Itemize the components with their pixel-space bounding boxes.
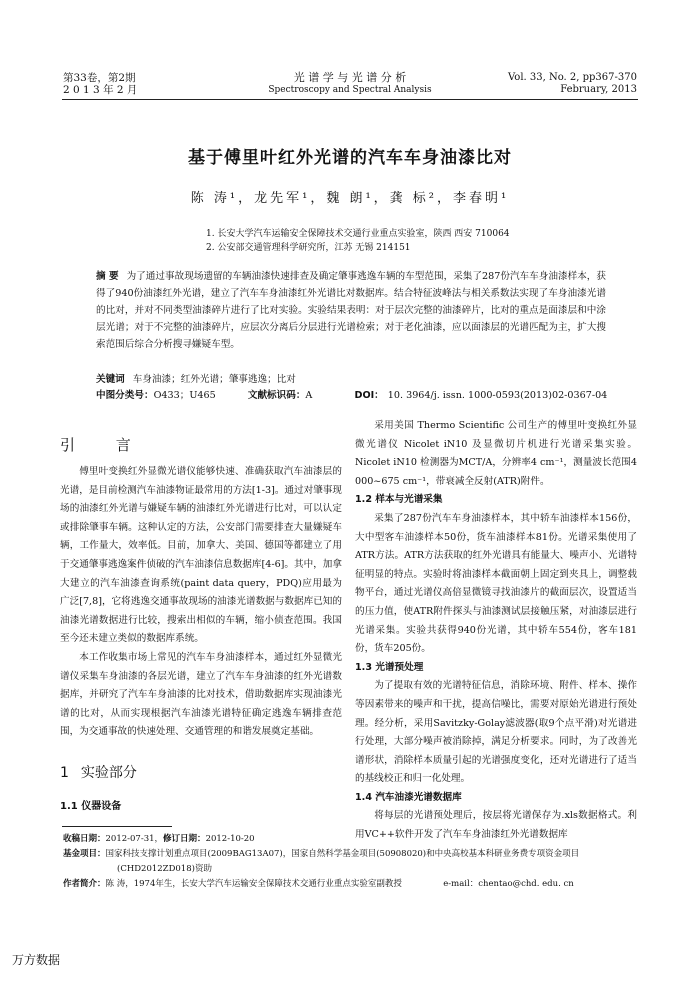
right-paragraph-3: 为了提取有效的光谱特征信息，消除环境、附件、样本、操作等因素带来的噪声和干扰，提高信噪比，需要对原始光谱进行预处理。经分析，采用Savitzky-Golay滤波器(取9个点平滑)对光谱进行处理，大部分噪声被消除掉，满足分析要求。同时，为了改善光谱形状，消除样本质量引起的光谱强度变化，还对光谱进行了适当的基线校正和归一化处理。: [355, 680, 637, 785]
watermark-text: 万方数据: [12, 953, 61, 967]
bio-label: 作者简介：: [63, 879, 106, 889]
header-date-en: February, 2013: [560, 84, 637, 95]
header-right: [508, 72, 637, 96]
footnotes: [63, 832, 643, 892]
footnote-bio: [63, 877, 643, 892]
subsection-1-4-heading: 1.4 汽车油漆光谱数据库: [355, 791, 462, 803]
intro-paragraph-2: 本工作收集市场上常见的汽车车身油漆样本，通过红外显微光谱仪采集车身油漆的各层光谱，建立了汽车车身油漆的红外光谱数据库，并研究了汽车车身油漆的比对技术，借助数据库实现油漆光谱的比对，从而实现根据汽车油漆光谱特征确定逃逸车辆排查范围，为交通事故的快速处理、交通管理的和谐发展奠定基础。: [60, 651, 342, 738]
doc-code-label: 文献标识码：: [247, 390, 306, 401]
journal-title-en: Spectroscopy and Spectral Analysis: [268, 85, 432, 95]
header-volume-cn: 第33卷，第2期: [63, 72, 136, 84]
author-list: 陈 涛¹，龙先军¹，魏 朗¹，龚 标²，李春明¹: [190, 191, 510, 206]
keywords-text: 车身油漆；红外光谱；肇事逃逸；比对: [132, 374, 296, 385]
fund-label: 基金项目：: [63, 849, 106, 859]
affiliations: [206, 227, 510, 255]
doi-value: 10. 3964/j. issn. 1000-0593(2013)02-0367-04: [387, 390, 608, 401]
intro-paragraph-1: 傅里叶变换红外显微光谱仪能够快速、准确获取汽车油漆层的光谱，是目前检测汽车油漆物证最常用的方法[1-3]。通过对肇事现场的油漆红外光谱与嫌疑车辆的油漆红外光谱进行比对，可以认定或排除肇事车辆。这种认定的方法，公安部门需要排查大量嫌疑车辆，工作量大，效率低。目前，加拿大、美国、德国等都建立了用于交通肇事逃逸案件侦破的汽车油漆信息数据库[4-6]。其中，加拿大建立的汽车油漆查询系统(paint data query，PDQ)应用最为广泛[7,8]，它将逃逸交通事故现场的油漆光谱数据与数据库已知的油漆光谱数据进行比较，搜索出相似的车辆，缩小侦查范围。我国至今还未建立类似的数据库系统。: [60, 466, 342, 645]
right-column: [355, 417, 637, 845]
footnote-dates: 收稿日期：2012-07-31，修订日期：2012-10-20: [63, 834, 255, 844]
clc-label: 中图分类号：: [96, 390, 154, 401]
section-1-number: 1: [60, 765, 69, 781]
keywords-label: 关键词: [96, 374, 125, 385]
doi-label: DOI：: [354, 390, 384, 401]
received-label: 收稿日期：: [63, 834, 106, 844]
author-email: e-mail：chentao@chd. edu. cn: [443, 879, 574, 889]
keywords-block: [96, 372, 616, 404]
doc-code-value: A: [305, 390, 313, 401]
header-date-cn: 2 0 1 3 年 2 月: [63, 84, 138, 96]
abstract-label: 摘 要: [96, 271, 119, 282]
paper-title: 基于傅里叶红外光谱的汽车车身油漆比对: [188, 148, 512, 168]
clc-value: O433；U465: [153, 390, 216, 401]
fund-text-2: (CHD2012ZD018)资助: [117, 864, 212, 874]
abstract-text: 为了通过事故现场遗留的车辆油漆快速排查及确定肇事逃逸车辆的车型范围，采集了287份汽车车身油漆样本，获得了940份油漆红外光谱，建立了汽车车身油漆红外光谱比对数据库。结合特征波峰法与相关系数法实现了车身油漆光谱的比对，并对不同类型油漆碎片进行了比对实验。实验结果表明：对于层次完整的油漆碎片，比对的重点是面漆层和中涂层光谱；对于不完整的油漆碎片，应层次分离后分层进行光谱检索；对于老化油漆，应以面漆层的光谱匹配为主，扩大搜索范围后综合分析搜寻嫌疑车型。: [96, 271, 607, 350]
section-1-title: 实验部分: [80, 765, 137, 781]
revised-label: 修订日期：: [163, 834, 206, 844]
received-date: 2012-07-31: [105, 834, 155, 844]
footnote-fund: [63, 847, 643, 862]
intro-heading: 引 言: [60, 436, 149, 454]
right-paragraph-2: 采集了287份汽车车身油漆样本，其中轿车油漆样本156份，大中型客车油漆样本50份，货车油漆样本81份。光谱采集使用了ATR方法。ATR方法获取的红外光谱具有能量大、噪声小、光谱特征明显的特点。实验时将油漆样本截面朝上固定到夹具上，调整载物平台，通过光谱仪高倍显微镜寻找油漆片的截面层次，设置适当的压力值，使ATR附件探头与油漆测试层接触压紧，对油漆层进行光谱采集。实验共获得940份光谱，其中轿车554份，客车181份，货车205份。: [355, 512, 637, 655]
subsection-1-2-heading: 1.2 样本与光谱采集: [355, 494, 443, 506]
subsection-1-3-heading: 1.3 光谱预处理: [355, 661, 424, 673]
journal-title-cn: 光 谱 学 与 光 谱 分 析: [293, 71, 407, 84]
fund-text-1: 国家科技支撑计划重点项目(2009BAG13A07)，国家自然科学基金项目(50908020)和中央高校基本科研业务费专项资金项目: [105, 849, 580, 859]
right-paragraph-1: 采用美国 Thermo Scientific 公司生产的傅里叶变换红外显微光谱仪 Nicolet iN10 及显微切片机进行光谱采集实验。Nicolet iN10 检测器为MCT/A，分辨率4 cm⁻¹，测量波长范围4 000~675 cm⁻¹，带衰减全反射(ATR)附件。: [355, 420, 637, 487]
subsection-1-1-heading: 1.1 仪器设备: [60, 801, 122, 812]
header-rule: [62, 99, 638, 100]
bio-text: 陈 涛，1974年生，长安大学汽车运输安全保障技术交通行业重点实验室副教授: [105, 879, 402, 889]
abstract: [96, 268, 606, 353]
revised-date: 2012-10-20: [205, 834, 255, 844]
header-volume-en: Vol. 33, No. 2, pp367-370: [508, 72, 637, 83]
footnote-rule: [62, 826, 172, 827]
left-column: [60, 463, 342, 742]
affiliation-1: 1. 长安大学汽车运输安全保障技术交通行业重点实验室，陕西 西安 710064: [206, 229, 510, 239]
section-1-heading: [60, 762, 137, 782]
affiliation-2: 2. 公安部交通管理科学研究所，江苏 无锡 214151: [206, 243, 411, 253]
right-paragraph-4: 将每层的光谱预处理后，按层将光谱保存为.xls数据格式。利用VC++软件开发了汽车车身油漆红外光谱数据库: [355, 810, 637, 841]
